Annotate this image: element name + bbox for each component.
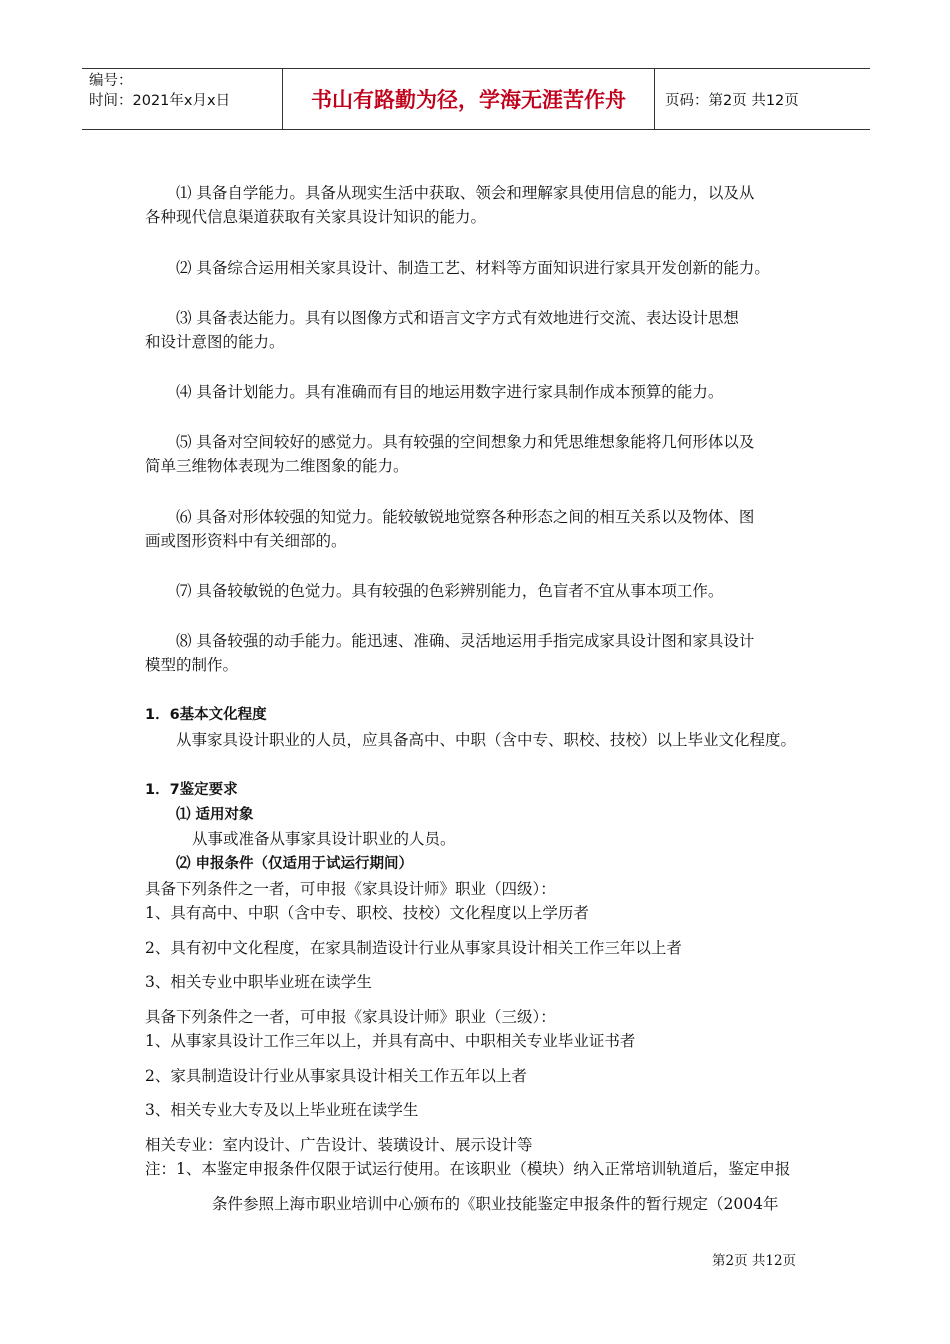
ability-1-line1: ⑴ 具备自学能力。具备从现实生活中获取、领会和理解家具使用信息的能力，以及从 <box>176 184 755 202</box>
level4-intro: 具备下列条件之一者，可申报《家具设计师》职业（四级）： <box>145 880 556 898</box>
page-footer: 第2页 共12页 <box>712 1253 797 1269</box>
level3-item-3: 3、相关专业大专及以上毕业班在读学生 <box>145 1101 419 1119</box>
ability-5-line1: ⑸ 具备对空间较好的感觉力。具有较强的空间想象力和凭思维想象能将几何形体以及 <box>176 433 755 451</box>
page-header <box>82 68 870 130</box>
section-1-6-text: 从事家具设计职业的人员，应具备高中、中职（含中专、职校、技校）以上毕业文化程度。 <box>176 731 797 749</box>
ability-2-line1: ⑵ 具备综合运用相关家具设计、制造工艺、材料等方面知识进行家具开发创新的能力。 <box>176 259 770 277</box>
section-1-6-title: 1．6基本文化程度 <box>145 707 267 723</box>
section-1-7-title: 1．7鉴定要求 <box>145 782 238 798</box>
note-line-2: 条件参照上海市职业培训中心颁布的《职业技能鉴定申报条件的暂行规定（2004年 <box>212 1195 779 1213</box>
document-number-label: 编号： <box>89 73 133 89</box>
level4-item-1: 1、具有高中、中职（含中专、职校、技校）文化程度以上学历者 <box>145 904 589 922</box>
subsection-eligible-text: 从事或准备从事家具设计职业的人员。 <box>192 830 456 848</box>
ability-5-line2: 简单三维物体表现为二维图象的能力。 <box>145 457 409 475</box>
subsection-eligible-title: ⑴ 适用对象 <box>176 807 254 823</box>
ability-6-line1: ⑹ 具备对形体较强的知觉力。能较敏锐地觉察各种形态之间的相互关系以及物体、图 <box>176 508 755 526</box>
level3-item-2: 2、家具制造设计行业从事家具设计相关工作五年以上者 <box>145 1067 527 1085</box>
ability-3-line1: ⑶ 具备表达能力。具有以图像方式和语言文字方式有效地进行交流、表达设计思想 <box>176 309 739 327</box>
ability-3-line2: 和设计意图的能力。 <box>145 333 285 351</box>
document-date: 时间：2021年x月x日 <box>89 93 231 109</box>
ability-8-line2: 模型的制作。 <box>145 656 239 674</box>
ability-4-line1: ⑷ 具备计划能力。具有准确而有目的地运用数字进行家具制作成本预算的能力。 <box>176 383 724 401</box>
note-line-1: 注：1、本鉴定申报条件仅限于试运行使用。在该职业（模块）纳入正常培训轨道后，鉴定申报 <box>145 1160 791 1178</box>
level4-item-2: 2、具有初中文化程度，在家具制造设计行业从事家具设计相关工作三年以上者 <box>145 939 682 957</box>
level3-intro: 具备下列条件之一者，可申报《家具设计师》职业（三级）： <box>145 1008 556 1026</box>
header-left-cell <box>82 69 282 129</box>
header-motto: 书山有路勤为径，学海无涯苦作舟 <box>282 69 655 129</box>
ability-1-line2: 各种现代信息渠道获取有关家具设计知识的能力。 <box>145 208 487 226</box>
header-page-info: 页码：第2页 共12页 <box>665 92 799 109</box>
ability-7-line1: ⑺ 具备较敏锐的色觉力。具有较强的色彩辨别能力，色盲者不宜从事本项工作。 <box>176 582 724 600</box>
subsection-conditions-title: ⑵ 申报条件（仅适用于试运行期间） <box>176 856 414 872</box>
level3-item-1: 1、从事家具设计工作三年以上，并具有高中、中职相关专业毕业证书者 <box>145 1032 636 1050</box>
related-majors: 相关专业：室内设计、广告设计、装璜设计、展示设计等 <box>145 1136 533 1154</box>
ability-6-line2: 画或图形资料中有关细部的。 <box>145 532 347 550</box>
level4-item-3: 3、相关专业中职毕业班在读学生 <box>145 973 372 991</box>
ability-8-line1: ⑻ 具备较强的动手能力。能迅速、准确、灵活地运用手指完成家具设计图和家具设计 <box>176 632 755 650</box>
